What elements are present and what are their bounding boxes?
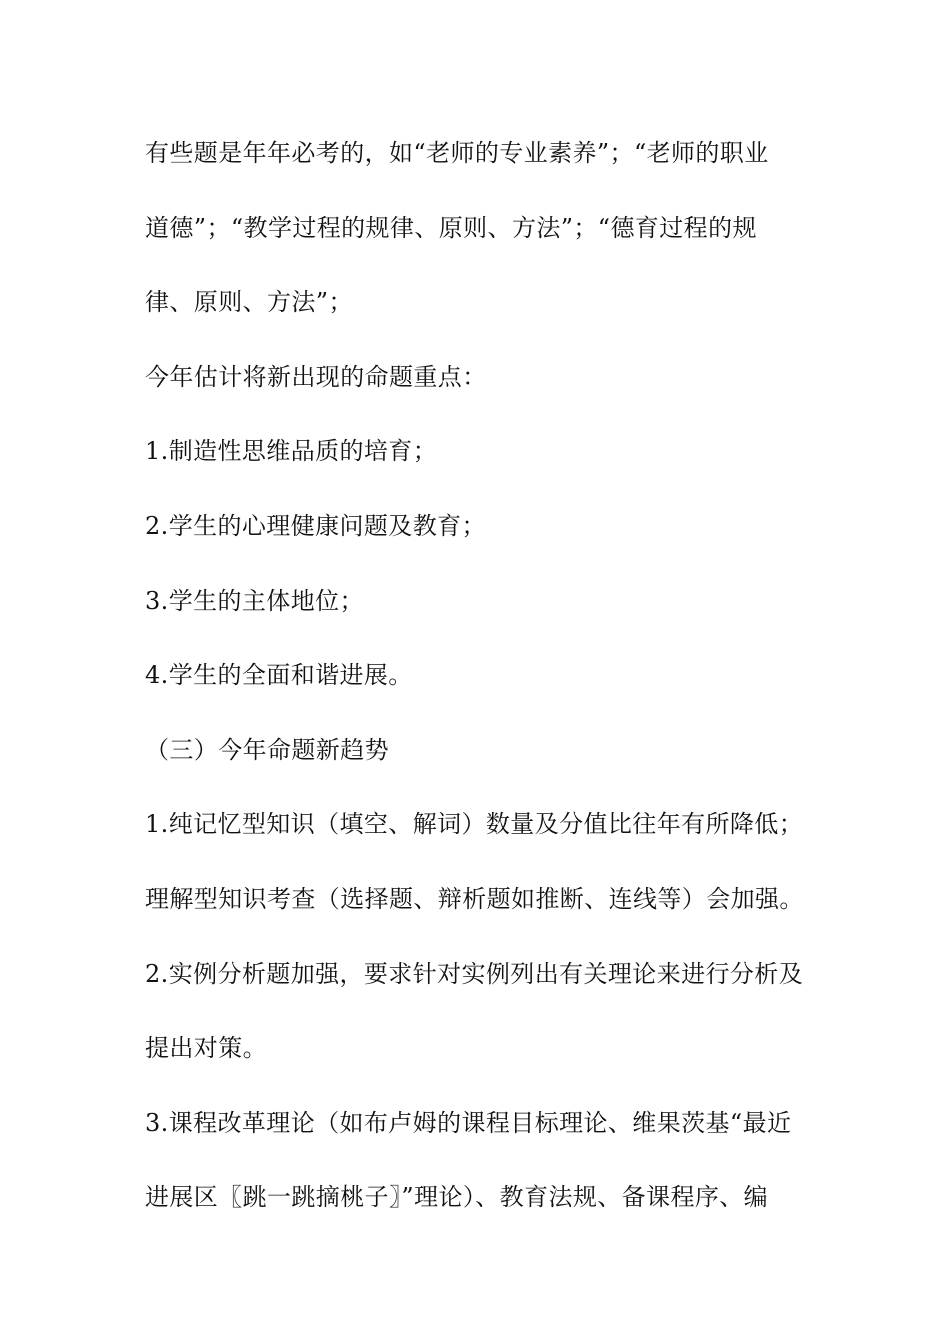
list-item: 3.课程改革理论（如布卢姆的课程目标理论、维果茨基“最近 (145, 1108, 792, 1137)
list-item: 1.纯记忆型知识（填空、解词）数量及分值比往年有所降低； (145, 810, 804, 839)
list-item: 1.制造性思维品质的培育； (145, 437, 438, 466)
text-line: 律、原则、方法”； (145, 288, 353, 317)
text-line: 提出对策。 (145, 1034, 267, 1063)
text-line: 有些题是年年必考的，如“老师的专业素养”；“老师的职业 (145, 139, 769, 167)
list-item: 4.学生的全面和谐进展。 (145, 661, 413, 690)
text-line: 今年估计将新出现的命题重点： (145, 362, 487, 391)
list-item: 2.实例分析题加强，要求针对实例列出有关理论来进行分析及 (145, 959, 804, 988)
text-line: 进展区〖跳一跳摘桃子〗”理论）、教育法规、备课程序、编 (145, 1183, 769, 1212)
section-heading: （三）今年命题新趋势 (145, 735, 389, 764)
text-line: 理解型知识考查（选择题、辩析题如推断、连线等）会加强。 (145, 884, 804, 913)
text-line: 道德”；“教学过程的规律、原则、方法”；“德育过程的规 (145, 213, 757, 242)
document-body (145, 135, 810, 1254)
list-item: 2.学生的心理健康问题及教育； (145, 511, 486, 540)
list-item: 3.学生的主体地位； (145, 586, 364, 615)
